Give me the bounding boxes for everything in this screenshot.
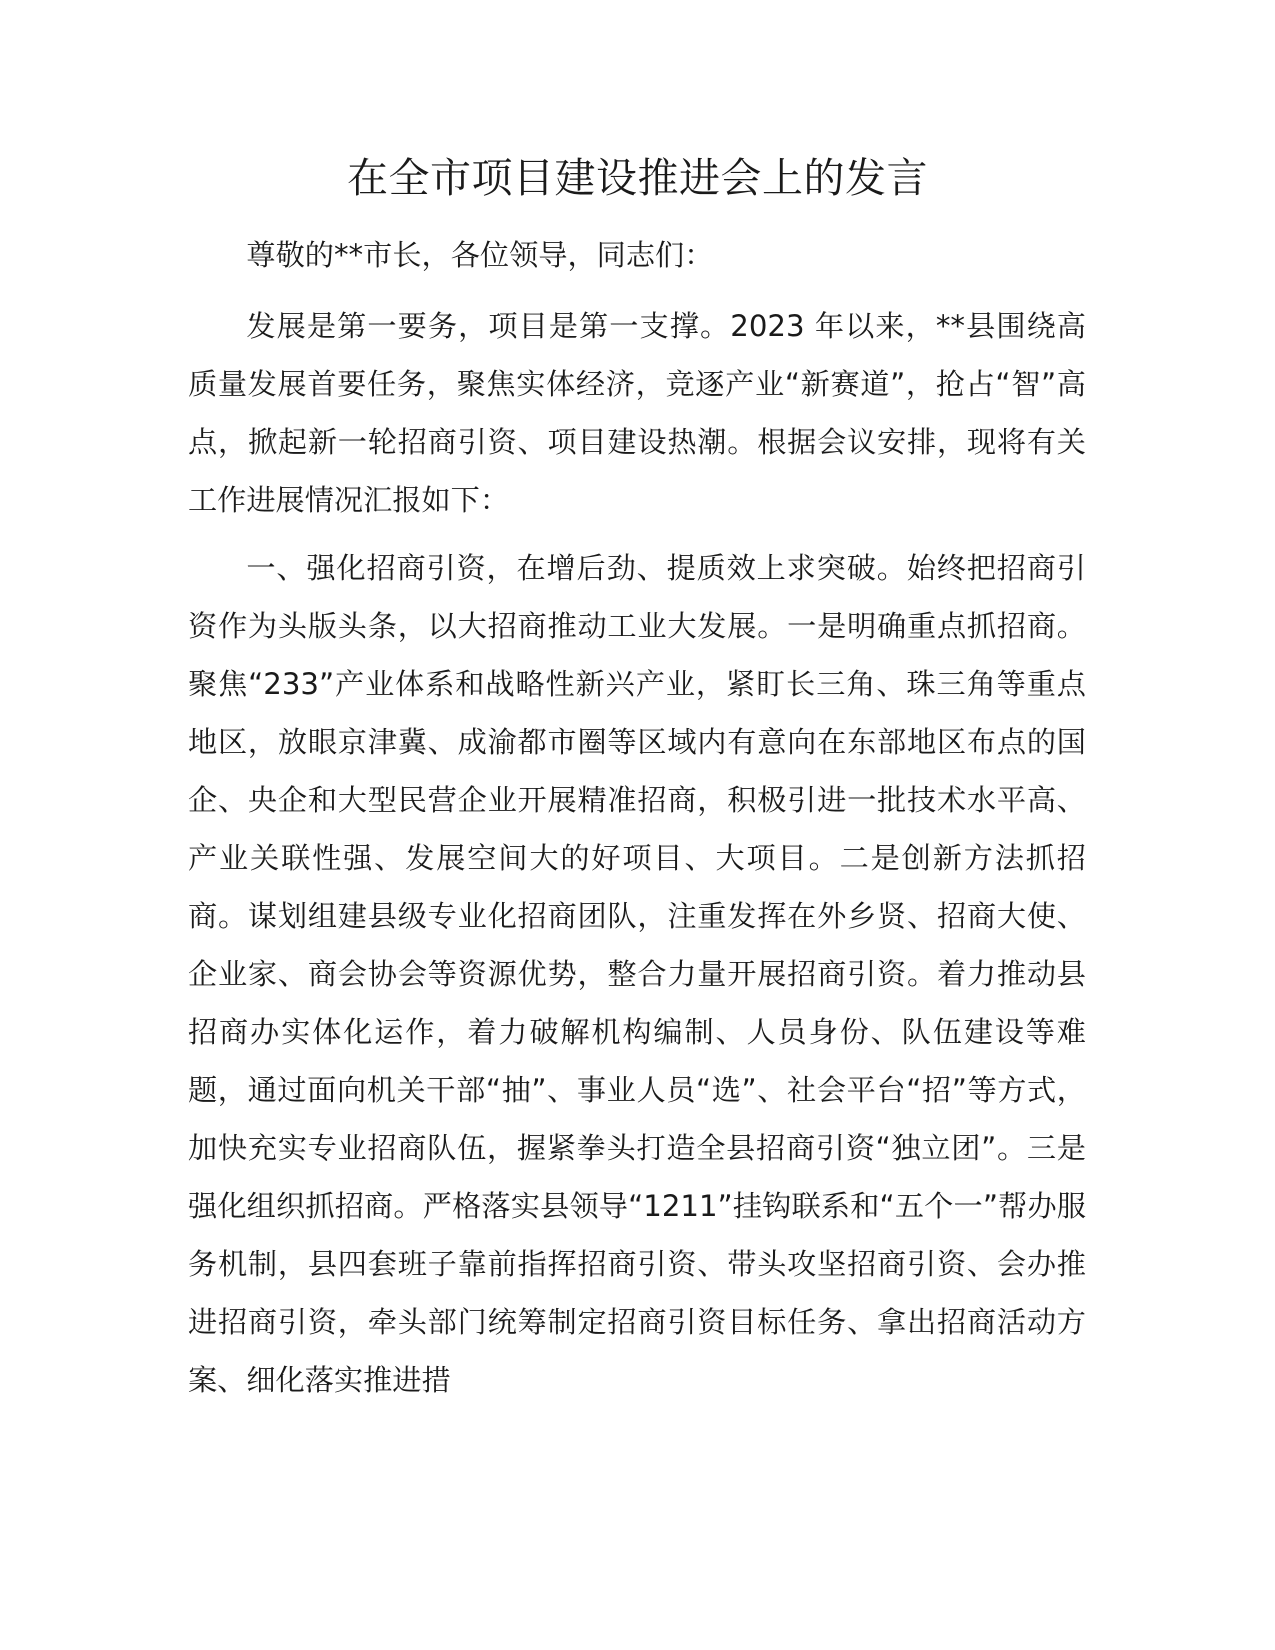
salutation-paragraph: 尊敬的**市长，各位领导，同志们： — [246, 238, 714, 272]
intro-paragraph: 发展是第一要务，项目是第一支撑。2023 年以来，**县围绕高质量发展首要任务，聚焦实体经济，竞逐产业“新赛道”，抢占“智”高点，掀起新一轮招商引资、项目建设热潮。根据会议安排，现将有关工作进展情况汇报如下： — [188, 309, 1086, 517]
section-one-paragraph: 一、强化招商引资，在增后劲、提质效上求突破。始终把招商引资作为头版头条，以大招商推动工业大发展。一是明确重点抓招商。聚焦“233”产业体系和战略性新兴产业，紧盯长三角、珠三角等重点地区，放眼京津冀、成渝都市圈等区域内有意向在东部地区布点的国企、央企和大型民营企业开展精准招商，积极引进一批技术水平高、产业关联性强、发展空间大的好项目、大项目。二是创新方法抓招商。谋划组建县级专业化招商团队，注重发挥在外乡贤、招商大使、企业家、商会协会等资源优势，整合力量开展招商引资。着力推动县招商办实体化运作，着力破解机构编制、人员身份、队伍建设等难题，通过面向机关干部“抽”、事业人员“选”、社会平台“招”等方式，加快充实专业招商队伍，握紧拳头打造全县招商引资“独立团”。三是强化组织抓招商。严格落实县领导“1211”挂钩联系和“五个一”帮办服务机制，县四套班子靠前指挥招商引资、带头攻坚招商引资、会办推进招商引资，牵头部门统筹制定招商引资目标任务、拿出招商活动方案、细化落实推进措 — [188, 551, 1086, 1397]
document-body — [188, 226, 1086, 1419]
document-title: 在全市项目建设推进会上的发言 — [347, 154, 928, 202]
